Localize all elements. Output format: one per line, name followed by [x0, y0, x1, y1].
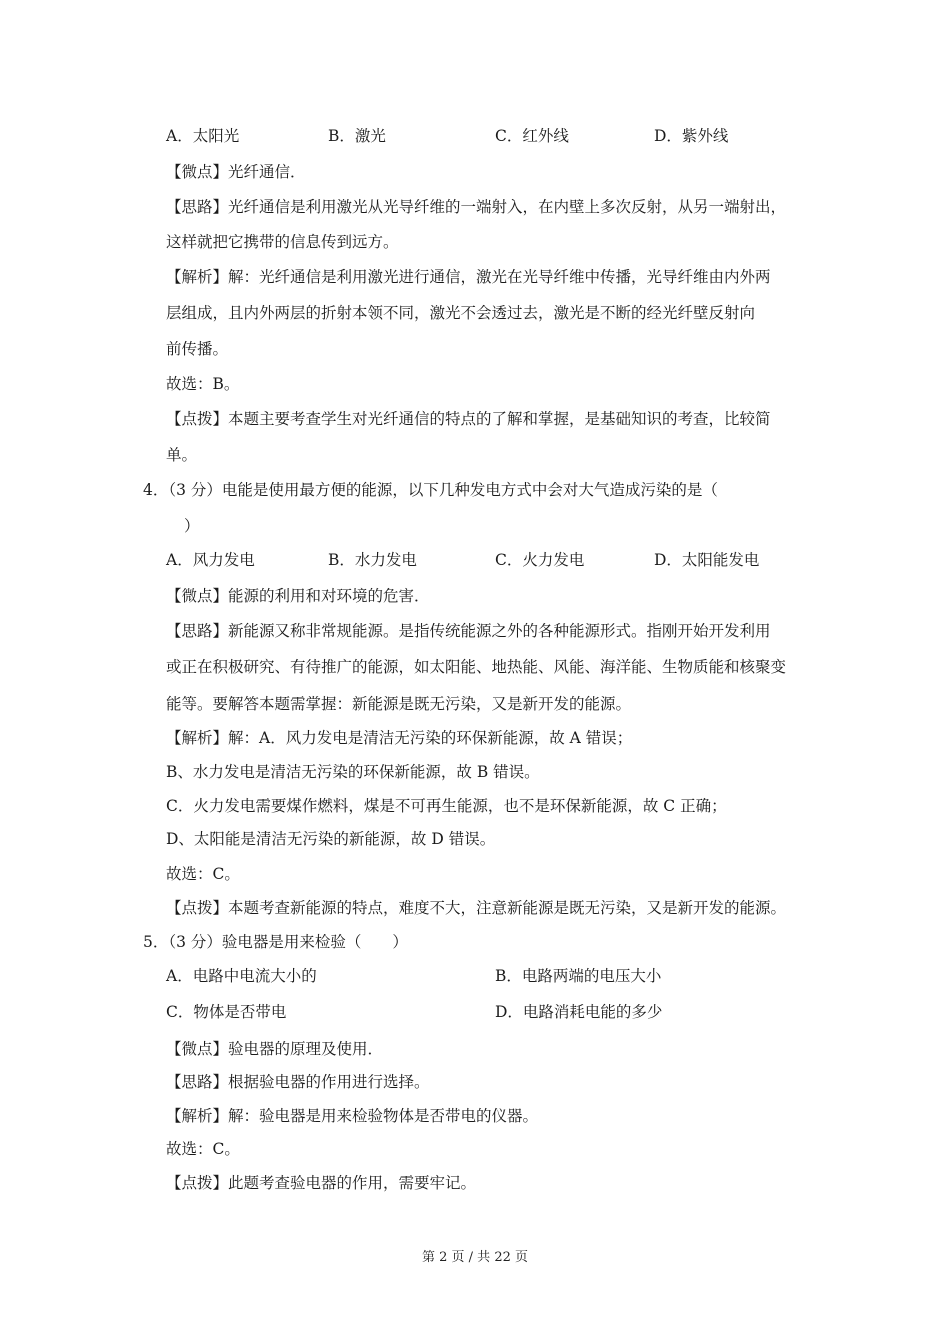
q4-dianbo: 【点拨】本题考查新能源的特点，难度不大，注意新能源是既无污染，又是新开发的能源。: [166, 899, 787, 917]
page-footer: 第 2 页 / 共 22 页: [422, 1250, 528, 1265]
q5-answer: 故选：C。: [166, 1140, 240, 1158]
q4-jiexi-line-2: B、水力发电是清洁无污染的环保新能源，故 B 错误。: [166, 763, 540, 781]
q3-jiexi-line-1: 【解析】解：光纤通信是利用激光进行通信，激光在光导纤维中传播，光导纤维由内外两: [166, 268, 771, 286]
q3-dianbo-line-2: 单。: [166, 446, 198, 464]
q5-option-a: A．电路中电流大小的: [166, 967, 317, 985]
q4-weidian: 【微点】能源的利用和对环境的危害．: [166, 587, 430, 605]
q4-silu-line-1: 【思路】新能源又称非常规能源。是指传统能源之外的各种能源形式。指刚开始开发利用: [166, 622, 771, 640]
q4-answer: 故选：C。: [166, 865, 240, 883]
q3-silu-line-2: 这样就把它携带的信息传到远方。: [166, 233, 399, 251]
q5-stem: 5．（3 分）验电器是用来检验（ ）: [143, 933, 408, 951]
q3-option-c: C．红外线: [495, 127, 569, 145]
q5-dianbo: 【点拨】此题考查验电器的作用，需要牢记。: [166, 1174, 477, 1192]
q4-silu-line-2: 或正在积极研究、有待推广的能源，如太阳能、地热能、风能、海洋能、生物质能和核聚变: [166, 658, 787, 676]
q4-option-a: A．风力发电: [166, 551, 255, 569]
q3-option-d: D．紫外线: [654, 127, 729, 145]
q4-option-b: B．水力发电: [328, 551, 417, 569]
q5-option-b: B．电路两端的电压大小: [495, 967, 662, 985]
q3-answer: 故选：B。: [166, 375, 240, 393]
q3-jiexi-line-3: 前传播。: [166, 340, 229, 358]
q4-option-d: D．太阳能发电: [654, 551, 760, 569]
q4-stem-line-2: ）: [184, 517, 200, 535]
q3-jiexi-line-2: 层组成，且内外两层的折射本领不同，激光不会透过去，激光是不断的经光纤壁反射向: [166, 304, 756, 322]
q3-option-a: A．太阳光: [166, 127, 240, 145]
q5-weidian: 【微点】验电器的原理及使用．: [166, 1040, 384, 1058]
q4-silu-line-3: 能等。要解答本题需掌握：新能源是既无污染，又是新开发的能源。: [166, 695, 632, 713]
q3-silu-line-1: 【思路】光纤通信是利用激光从光导纤维的一端射入，在内壁上多次反射，从另一端射出，: [166, 198, 787, 216]
q5-option-d: D．电路消耗电能的多少: [495, 1003, 663, 1021]
q4-option-c: C．火力发电: [495, 551, 585, 569]
q3-dianbo-line-1: 【点拨】本题主要考查学生对光纤通信的特点的了解和掌握，是基础知识的考查，比较简: [166, 410, 771, 428]
q4-jiexi-line-1: 【解析】解：A．风力发电是清洁无污染的环保新能源，故 A 错误；: [166, 729, 633, 747]
q4-jiexi-line-4: D、太阳能是清洁无污染的新能源，故 D 错误。: [166, 830, 496, 848]
q5-silu: 【思路】根据验电器的作用进行选择。: [166, 1073, 430, 1091]
q4-jiexi-line-3: C．火力发电需要煤作燃料，煤是不可再生能源，也不是环保新能源，故 C 正确；: [166, 797, 727, 815]
q5-jiexi: 【解析】解：验电器是用来检验物体是否带电的仪器。: [166, 1107, 539, 1125]
q5-option-c: C．物体是否带电: [166, 1003, 287, 1021]
q4-stem-line-1: 4．（3 分）电能是使用最方便的能源，以下几种发电方式中会对大气造成污染的是（: [143, 481, 718, 499]
q3-option-b: B．激光: [328, 127, 386, 145]
q3-weidian: 【微点】光纤通信．: [166, 163, 306, 181]
